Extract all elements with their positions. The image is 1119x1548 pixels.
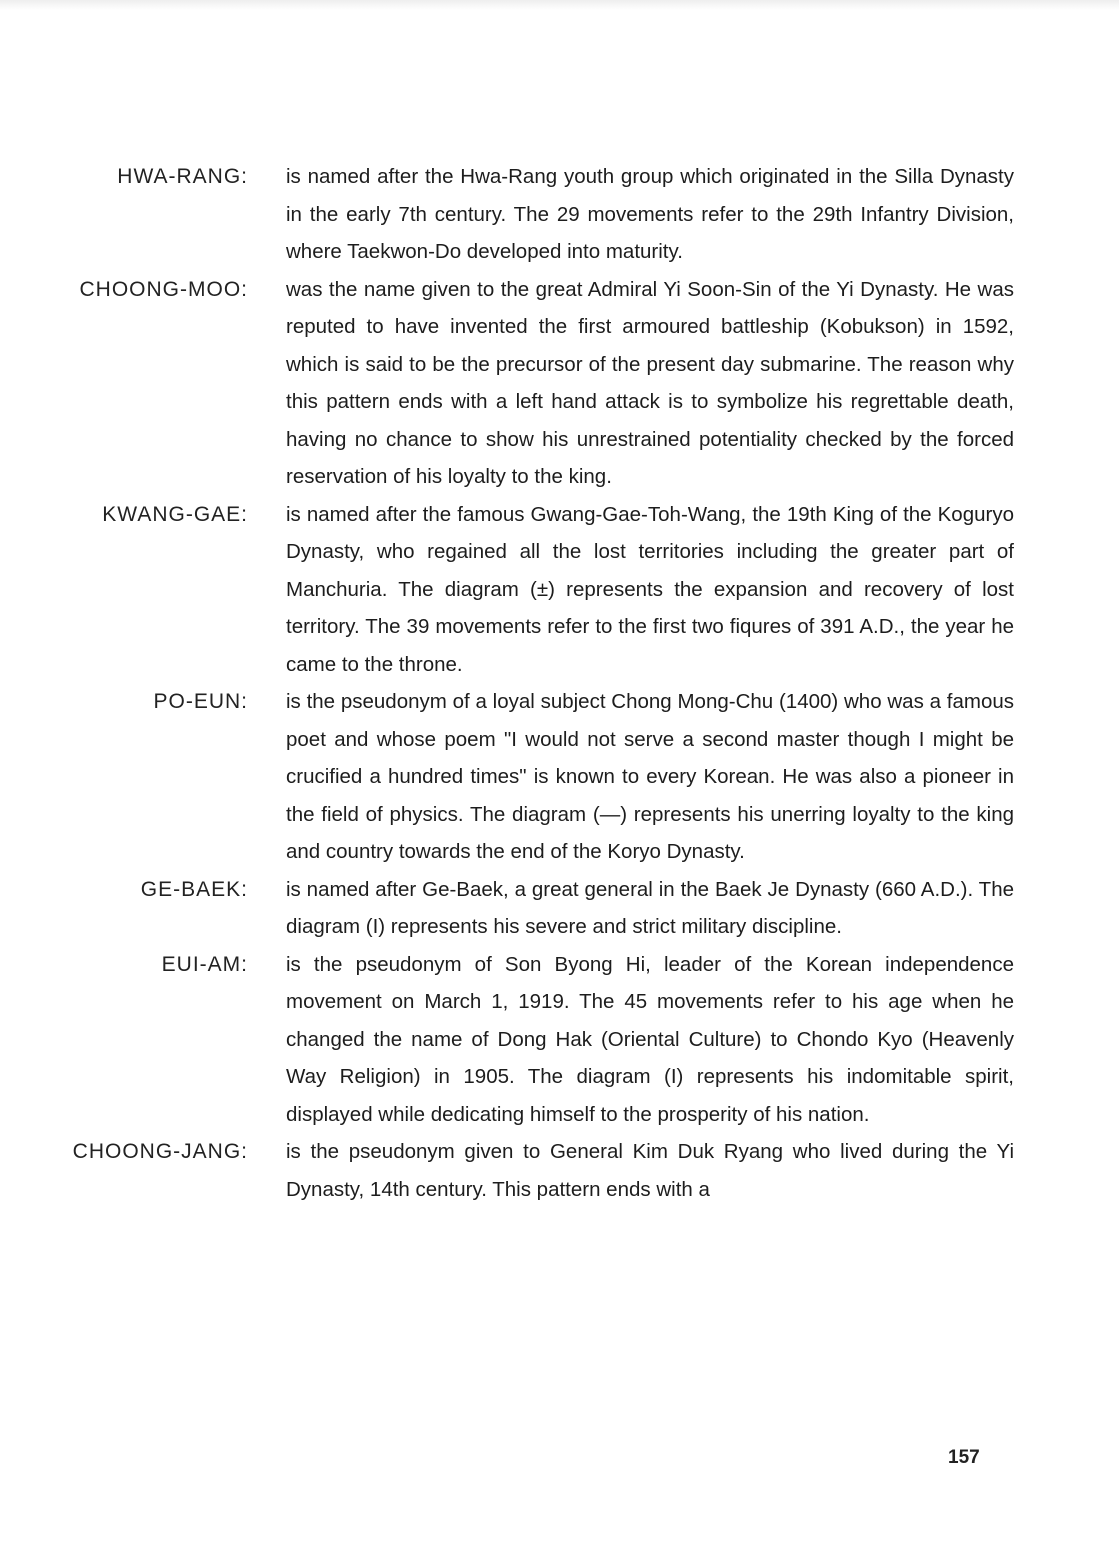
entry-choong-jang [0,1133,1119,1208]
entry-term: GE-BAEK: [140,877,248,901]
entry-eui-am [0,946,1119,1134]
entry-definition: is the pseudonym of a loyal subject Chong Mong-Chu (1400) who was a famous poet and whose poem "I would not serve a second master though I might be crucified a hundred times" is known to every Korean. He was also a pioneer in the field of physics. The diagram (—) represents his unerring loyalty to the king and country towards the end of the Koryo Dynasty. [286,690,1014,863]
entry-po-eun [0,683,1119,871]
entry-definition: is the pseudonym of Son Byong Hi, leader of the Korean independence movement on March 1, 1919. The 45 movements refer to his age when he changed the name of Dong Hak (Oriental Culture) to Chondo Kyo (Heavenly Way Religion) in 1905. The diagram (I) represents his indomitable spirit, displayed while dedicating himself to the prosperity of his nation. [286,952,1014,1126]
entry-definition: is the pseudonym given to General Kim Duk Ryang who lived during the Yi Dynasty, 14th century. This pattern ends with a [286,1140,1014,1201]
entry-definition: is named after the Hwa-Rang youth group which originated in the Silla Dynasty in the early 7th century. The 29 movements refer to the 29th Infantry Division, where Taekwon-Do developed into maturity. [286,165,1014,263]
page-number: 157 [948,1447,980,1468]
entry-definition: is named after Ge-Baek, a great general in the Baek Je Dynasty (660 A.D.). The diagram (I) represents his severe and strict military discipline. [286,877,1014,938]
entry-term: EUI-AM: [161,952,248,976]
entry-hwa-rang [0,158,1119,271]
entry-kwang-gae [0,496,1119,684]
entry-ge-baek [0,871,1119,946]
entry-term: CHOONG-JANG: [72,1140,248,1163]
entry-definition: is named after the famous Gwang-Gae-Toh-Wang, the 19th King of the Koguryo Dynasty, who regained all the lost territories including the greater part of Manchuria. The diagram (±) represents the expansion and recovery of lost territory. The 39 movements refer to the first two fiqures of 391 A.D., the year he came to the throne. [286,502,1014,676]
entry-term: CHOONG-MOO: [79,277,248,301]
entry-term: PO-EUN: [153,690,248,713]
entry-definition: was the name given to the great Admiral Yi Soon-Sin of the Yi Dynasty. He was reputed to have invented the first armoured battleship (Kobukson) in 1592, which is said to be the precursor of the present day submarine. The reason why this pattern ends with a left hand attack is to symbolize his regrettable death, having no chance to show his unrestrained potentiality checked by the forced reservation of his loyalty to the king. [286,277,1014,488]
scan-edge-shadow [0,0,1119,10]
entry-term: KWANG-GAE: [102,502,248,526]
entry-term: HWA-RANG: [117,165,248,188]
pattern-definitions-list [0,158,1119,1208]
entry-choong-moo [0,271,1119,496]
